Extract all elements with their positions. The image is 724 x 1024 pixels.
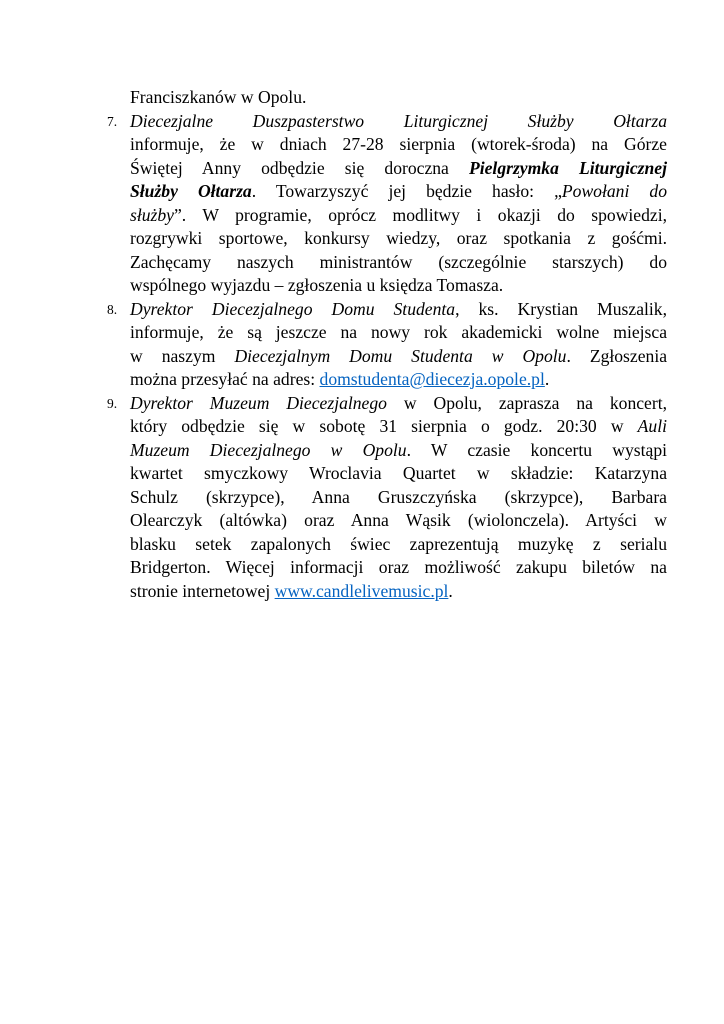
list-item-text bbox=[130, 110, 667, 298]
text-run: rozgrywki sportowe, konkursy wiedzy, oraz spotkania z gośćmi. bbox=[130, 228, 667, 248]
text-run: kwartet smyczkowy Wroclavia Quartet w składzie: Katarzyna bbox=[130, 463, 667, 483]
text-run: . Towarzyszyć jej będzie hasło: „ bbox=[251, 181, 562, 201]
text-line bbox=[130, 157, 667, 181]
text-run: . bbox=[544, 369, 550, 389]
text-run: Zachęcamy naszych ministrantów (szczególnie starszych) do bbox=[130, 251, 667, 272]
text-line bbox=[130, 274, 667, 298]
email-or-web-link[interactable]: domstudenta@diecezja.opole.pl bbox=[319, 369, 545, 389]
text-run: wspólnego wyjazdu – zgłoszenia u księdza Tomasza. bbox=[130, 275, 504, 295]
italic-text: służby bbox=[130, 204, 174, 225]
italic-text: Auli bbox=[637, 416, 667, 436]
text-line bbox=[130, 556, 667, 580]
italic-text: Muzeum Diecezjalnego w Opolu bbox=[130, 439, 407, 460]
text-line bbox=[130, 204, 667, 228]
bold-italic-text: Pielgrzymka Liturgicznej bbox=[468, 157, 667, 178]
text-run: w Opolu, zaprasza na koncert, bbox=[386, 392, 668, 413]
continuation-text bbox=[130, 86, 667, 110]
email-or-web-link[interactable]: www.candlelivemusic.pl bbox=[274, 580, 449, 601]
list-number: 7. bbox=[107, 113, 118, 129]
italic-text: Dyrektor Muzeum Diecezjalnego bbox=[130, 392, 387, 413]
text-line bbox=[130, 110, 667, 134]
text-line bbox=[130, 180, 667, 204]
text-line bbox=[130, 251, 667, 275]
text-line bbox=[130, 227, 667, 251]
text-line bbox=[130, 486, 667, 510]
text-line bbox=[130, 580, 667, 604]
italic-text: Diecezjalnym Domu Studenta w Opolu bbox=[234, 345, 567, 366]
text-run: ”. W programie, oprócz modlitwy i okazji do spowiedzi, bbox=[173, 204, 667, 225]
text-line bbox=[130, 415, 667, 439]
list-item-text bbox=[130, 392, 667, 604]
list-number: 9. bbox=[107, 395, 118, 411]
text-line bbox=[130, 133, 667, 157]
text-run: Schulz (skrzypce), Anna Gruszczyńska (skrzypce), Barbara bbox=[130, 486, 667, 507]
text-run: , ks. Krystian Muszalik, bbox=[455, 298, 667, 319]
bold-italic-text: Służby Ołtarza bbox=[130, 181, 252, 201]
list-number: 8. bbox=[107, 301, 118, 317]
text-run: można przesyłać na adres: bbox=[130, 369, 320, 389]
italic-text: Powołani do bbox=[561, 181, 667, 201]
text-line bbox=[130, 533, 667, 557]
text-run: . W czasie koncertu wystąpi bbox=[406, 439, 667, 460]
text-run: w naszym bbox=[130, 345, 235, 366]
text-run: informuje, że są jeszcze na nowy rok akademicki wolne miejsca bbox=[130, 322, 667, 342]
text-run: stronie internetowej bbox=[130, 580, 275, 601]
text-line bbox=[130, 345, 667, 369]
text-run: . bbox=[448, 580, 453, 601]
text-line bbox=[130, 509, 667, 533]
text-run: informuje, że w dniach 27-28 sierpnia (wtorek-środa) na Górze bbox=[130, 134, 667, 154]
text-line bbox=[130, 368, 667, 392]
italic-text: Dyrektor Diecezjalnego Domu Studenta bbox=[130, 298, 456, 319]
text-line bbox=[130, 321, 667, 345]
text-run: Franciszkanów w Opolu. bbox=[130, 87, 307, 107]
text-run: Bridgerton. Więcej informacji oraz możliwość zakupu biletów na bbox=[130, 557, 667, 577]
text-run: Świętej Anny odbędzie się doroczna bbox=[130, 157, 469, 178]
text-line bbox=[130, 86, 667, 110]
text-line bbox=[130, 462, 667, 486]
text-run: . Zgłoszenia bbox=[566, 345, 668, 366]
italic-text: Diecezjalne Duszpasterstwo Liturgicznej Służby Ołtarza bbox=[130, 110, 667, 131]
text-run: Olearczyk (altówka) oraz Anna Wąsik (wiolonczela). Artyści w bbox=[130, 510, 667, 530]
text-line bbox=[130, 392, 667, 416]
text-run: blasku setek zapalonych świec zaprezentują muzykę z serialu bbox=[130, 533, 667, 554]
list-item-text bbox=[130, 298, 667, 392]
text-run: który odbędzie się w sobotę 31 sierpnia o godz. 20:30 w bbox=[130, 416, 638, 436]
text-line bbox=[130, 298, 667, 322]
text-line bbox=[130, 439, 667, 463]
